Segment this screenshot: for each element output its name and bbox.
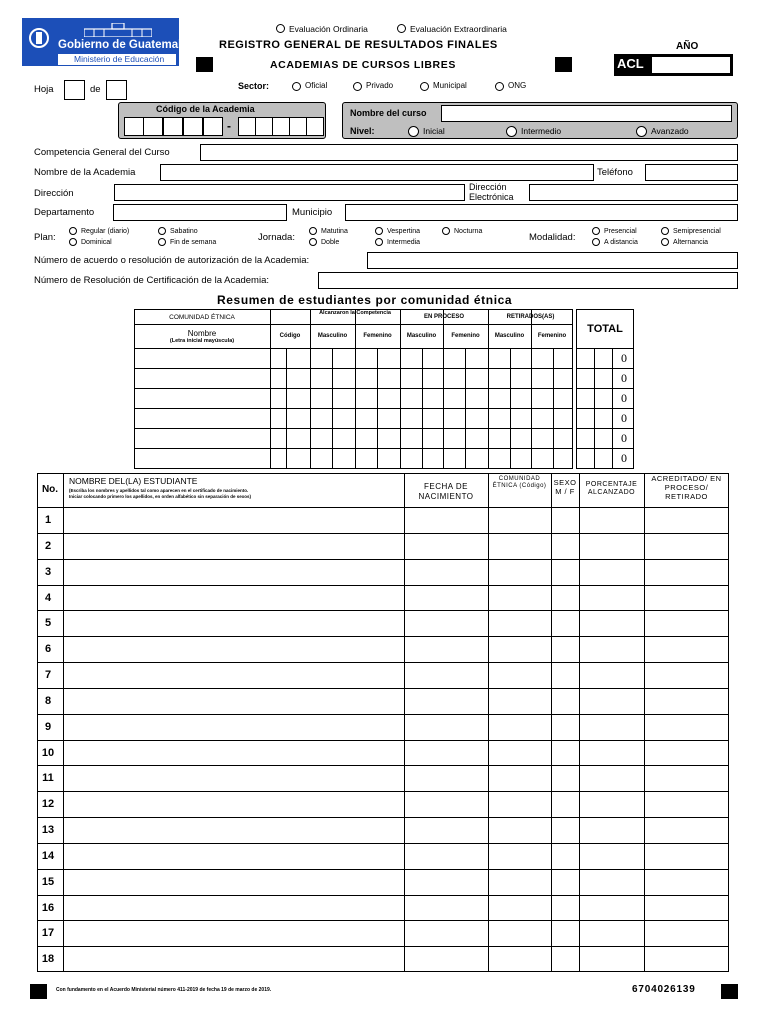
codigo-cell[interactable] bbox=[255, 117, 273, 136]
jornada-nocturna-label: Nocturna bbox=[454, 228, 483, 235]
grid-line bbox=[576, 368, 634, 369]
codigo-cell[interactable] bbox=[203, 117, 223, 136]
row-number: 2 bbox=[44, 539, 52, 552]
competencia-input[interactable] bbox=[200, 144, 738, 161]
grid-line bbox=[404, 473, 405, 972]
plan-regular-radio[interactable] bbox=[69, 227, 77, 235]
hoja-label: Hoja bbox=[34, 84, 54, 95]
footer-code: 6704026139 bbox=[632, 984, 696, 995]
row-number: 16 bbox=[41, 901, 55, 914]
row-number: 17 bbox=[41, 927, 55, 940]
no-header: No. bbox=[41, 484, 59, 495]
modalidad-distancia-radio[interactable] bbox=[592, 238, 600, 246]
jornada-doble-label: Doble bbox=[321, 239, 340, 246]
resolucion-input[interactable] bbox=[318, 272, 738, 289]
curso-label: Nombre del curso bbox=[350, 108, 427, 118]
hoja-input[interactable] bbox=[64, 80, 85, 100]
student-name-cell[interactable] bbox=[64, 560, 403, 585]
eval-extraordinaria-label: Evaluación Extraordinaria bbox=[410, 24, 507, 34]
sector-privado-label: Privado bbox=[366, 81, 394, 90]
row-number: 11 bbox=[42, 772, 54, 785]
row-number: 1 bbox=[44, 514, 52, 526]
modalidad-label: Modalidad: bbox=[529, 232, 576, 243]
jornada-nocturna-radio[interactable] bbox=[442, 227, 450, 235]
total-value: 0 bbox=[621, 351, 627, 365]
departamento-input[interactable] bbox=[113, 204, 287, 221]
logo-subtitle: Ministerio de Educación bbox=[74, 54, 165, 64]
nombre-subheader: (Escriba los nombres y apellidos tal como aparecen en el certificado de nacimiento. bbox=[69, 488, 249, 493]
plan-finsemana-radio[interactable] bbox=[158, 238, 166, 246]
jornada-vespertina-radio[interactable] bbox=[375, 227, 383, 235]
nivel-avanzado-radio[interactable] bbox=[636, 126, 647, 137]
resumen-enproceso-header: EN PROCESO bbox=[423, 314, 464, 320]
sexo-header: SEXO M / F bbox=[553, 478, 577, 496]
plan-label: Plan: bbox=[34, 232, 56, 243]
student-name-cell[interactable] bbox=[64, 870, 403, 895]
codigo-cell[interactable] bbox=[124, 117, 144, 136]
page-subtitle: ACADEMIAS DE CURSOS LIBRES bbox=[270, 59, 456, 71]
acreditado-header: ACREDITADO/ EN PROCESO/ RETIRADO bbox=[651, 474, 722, 501]
row-number: 18 bbox=[41, 953, 55, 966]
row-number: 8 bbox=[44, 694, 52, 707]
municipio-input[interactable] bbox=[345, 204, 738, 221]
sector-oficial-label: Oficial bbox=[305, 81, 328, 90]
direccion-input[interactable] bbox=[114, 184, 465, 201]
ministry-logo bbox=[22, 18, 188, 66]
nombre-header: NOMBRE DEL(LA) ESTUDIANTE bbox=[69, 476, 198, 486]
plan-regular-label: Regular (diario) bbox=[81, 228, 130, 235]
student-name-cell[interactable] bbox=[64, 921, 403, 946]
hoja-total-input[interactable] bbox=[106, 80, 127, 100]
grid-line bbox=[579, 473, 580, 972]
plan-dominical-label: Dominical bbox=[81, 239, 112, 246]
grid-line bbox=[644, 473, 645, 972]
total-value: 0 bbox=[621, 371, 627, 385]
resumen-retirados-header: RETIRADOS(AS) bbox=[506, 314, 555, 320]
jornada-doble-radio[interactable] bbox=[309, 238, 317, 246]
grid-line bbox=[576, 448, 634, 449]
direccion-electronica-label-2: Electrónica bbox=[469, 192, 514, 202]
sector-municipal-label: Municipal bbox=[433, 81, 467, 90]
direccion-label: Dirección bbox=[34, 188, 74, 199]
student-name-cell[interactable] bbox=[64, 947, 403, 972]
nombre-academia-input[interactable] bbox=[160, 164, 594, 181]
student-name-cell[interactable] bbox=[64, 534, 403, 559]
row-number: 14 bbox=[41, 849, 55, 862]
students-table bbox=[37, 473, 729, 972]
row-number: 3 bbox=[44, 565, 52, 578]
modalidad-semipresencial-radio[interactable] bbox=[661, 227, 669, 235]
resumen-masculino-header: Masculino bbox=[406, 333, 437, 339]
sector-privado-radio[interactable] bbox=[353, 82, 362, 91]
modalidad-presencial-radio[interactable] bbox=[592, 227, 600, 235]
student-name-cell[interactable] bbox=[64, 766, 403, 791]
resumen-femenino-header: Femenino bbox=[451, 333, 480, 339]
resolucion-label: Número de Resolución de Certificación de la Academia: bbox=[34, 275, 269, 286]
grid-line bbox=[576, 348, 634, 349]
comunidad-header: COMUNIDAD ÉTNICA (Código) bbox=[492, 476, 547, 490]
grid-line bbox=[134, 324, 573, 325]
nombre-academia-label: Nombre de la Academia bbox=[34, 167, 136, 178]
acuerdo-input[interactable] bbox=[367, 252, 738, 269]
fecha-header: FECHA DE NACIMIENTO bbox=[418, 482, 474, 501]
codigo-dash: - bbox=[227, 119, 231, 133]
porcentaje-header: PORCENTAJE ALCANZADO bbox=[585, 481, 638, 497]
direccion-electronica-label: Dirección bbox=[469, 182, 507, 192]
jornada-matutina-label: Matutina bbox=[321, 228, 348, 235]
codigo-cell[interactable] bbox=[143, 117, 163, 136]
row-number: 4 bbox=[44, 591, 52, 604]
nombre-subheader-2: Iniciar colocando primero los apellidos, en orden alfabético sin separación de sexos) bbox=[69, 494, 252, 499]
resumen-row[interactable] bbox=[135, 429, 269, 448]
nivel-intermedio-radio[interactable] bbox=[506, 126, 517, 137]
student-name-cell[interactable] bbox=[64, 896, 403, 921]
grid-line bbox=[551, 473, 552, 972]
resumen-total-table bbox=[576, 309, 634, 469]
total-value: 0 bbox=[621, 431, 627, 445]
total-header: TOTAL bbox=[587, 323, 623, 335]
nivel-inicial-label: Inicial bbox=[423, 126, 445, 136]
student-name-cell[interactable] bbox=[64, 663, 403, 688]
national-emblem-icon bbox=[28, 25, 50, 51]
resumen-row[interactable] bbox=[135, 349, 269, 368]
competencia-label: Competencia General del Curso bbox=[34, 147, 170, 158]
resumen-title: Resumen de estudiantes por comunidad étnica bbox=[217, 293, 513, 307]
curso-input[interactable] bbox=[441, 105, 732, 122]
resumen-femenino-header: Femenino bbox=[537, 333, 567, 339]
acuerdo-label: Número de acuerdo o resolución de autorización de la Academia: bbox=[34, 255, 310, 266]
plan-finsemana-label: Fin de semana bbox=[170, 239, 217, 246]
jornada-matutina-radio[interactable] bbox=[309, 227, 317, 235]
sector-ong-label: ONG bbox=[508, 81, 527, 90]
eval-ordinaria-label: Evaluación Ordinaria bbox=[289, 24, 368, 34]
student-name-cell[interactable] bbox=[64, 715, 403, 740]
footer-note: Con fundamento en el Acuerdo Ministerial número 411-2019 de fecha 19 de marzo de 2019. bbox=[56, 987, 272, 993]
plan-sabatino-radio[interactable] bbox=[158, 227, 166, 235]
resumen-masculino-header: Masculino bbox=[494, 333, 525, 339]
corner-mark bbox=[721, 984, 738, 999]
modalidad-distancia-label: A distancia bbox=[604, 239, 638, 246]
row-number: 15 bbox=[41, 875, 55, 888]
resumen-alcanzaron-header: Alcanzaron la Competencia bbox=[319, 310, 391, 316]
corner-mark bbox=[196, 57, 213, 72]
student-name-cell[interactable] bbox=[64, 508, 403, 533]
plan-dominical-radio[interactable] bbox=[69, 238, 77, 246]
codigo-academia-cells[interactable] bbox=[124, 117, 322, 136]
resumen-comunidad-header: COMUNIDAD ÉTNICA bbox=[169, 314, 235, 321]
resumen-masculino-header: Masculino bbox=[317, 333, 348, 339]
row-number: 6 bbox=[44, 643, 52, 656]
resumen-femenino-header: Femenino bbox=[363, 333, 392, 339]
telefono-input[interactable] bbox=[645, 164, 738, 181]
resumen-codigo-header: Código bbox=[279, 333, 301, 339]
resumen-row[interactable] bbox=[135, 449, 269, 468]
sector-municipal-radio[interactable] bbox=[420, 82, 429, 91]
nivel-label: Nivel: bbox=[350, 126, 375, 136]
total-value: 0 bbox=[621, 391, 627, 405]
modalidad-semipresencial-label: Semipresencial bbox=[673, 228, 721, 235]
acl-label: ACL bbox=[617, 56, 644, 71]
jornada-intermedia-radio[interactable] bbox=[375, 238, 383, 246]
departamento-label: Departamento bbox=[34, 207, 95, 218]
row-number: 13 bbox=[41, 824, 55, 836]
codigo-cell[interactable] bbox=[289, 117, 307, 136]
plan-sabatino-label: Sabatino bbox=[170, 228, 198, 235]
resumen-row[interactable] bbox=[135, 409, 269, 428]
student-name-cell[interactable] bbox=[64, 586, 403, 611]
resumen-table bbox=[134, 309, 573, 469]
palace-icon bbox=[84, 23, 152, 37]
row-number: 12 bbox=[41, 798, 55, 811]
grid-line bbox=[488, 473, 489, 972]
ano-label: AÑO bbox=[676, 41, 699, 52]
student-name-cell[interactable] bbox=[64, 844, 403, 869]
direccion-electronica-input[interactable] bbox=[529, 184, 738, 201]
student-name-cell[interactable] bbox=[64, 792, 403, 817]
nivel-intermedio-label: Intermedio bbox=[521, 126, 562, 136]
row-number: 5 bbox=[44, 617, 52, 630]
page-title: REGISTRO GENERAL DE RESULTADOS FINALES bbox=[219, 39, 498, 51]
jornada-label: Jornada: bbox=[258, 232, 295, 243]
row-number: 9 bbox=[44, 720, 52, 733]
resumen-nombre-sub: (Letra inicial mayúscula) bbox=[169, 338, 235, 344]
corner-mark bbox=[555, 57, 572, 72]
student-name-cell[interactable] bbox=[64, 741, 403, 766]
hoja-de-label: de bbox=[90, 84, 101, 95]
modalidad-presencial-label: Presencial bbox=[604, 228, 637, 235]
codigo-cell[interactable] bbox=[238, 117, 256, 136]
logo-title: Gobierno de Guatemala bbox=[58, 39, 188, 51]
grid-line bbox=[576, 408, 634, 409]
nivel-avanzado-label: Avanzado bbox=[651, 126, 689, 136]
sector-oficial-radio[interactable] bbox=[292, 82, 301, 91]
grid-line bbox=[576, 388, 634, 389]
codigo-cell[interactable] bbox=[183, 117, 203, 136]
modalidad-alternancia-label: Alternancia bbox=[673, 239, 709, 246]
resumen-row[interactable] bbox=[135, 389, 269, 408]
sector-label: Sector: bbox=[238, 81, 270, 91]
codigo-cell[interactable] bbox=[272, 117, 290, 136]
jornada-intermedia-label: Intermedia bbox=[387, 239, 421, 246]
grid-line bbox=[576, 428, 634, 429]
resumen-nombre-header: Nombre bbox=[187, 329, 217, 338]
codigo-cell[interactable] bbox=[163, 117, 183, 136]
eval-ordinaria-radio[interactable] bbox=[276, 24, 285, 33]
codigo-cell[interactable] bbox=[306, 117, 324, 136]
total-value: 0 bbox=[621, 411, 627, 425]
modalidad-alternancia-radio[interactable] bbox=[661, 238, 669, 246]
corner-mark bbox=[30, 984, 47, 999]
acl-input[interactable] bbox=[652, 57, 730, 73]
student-name-cell[interactable] bbox=[64, 689, 403, 714]
student-name-cell[interactable] bbox=[64, 611, 403, 636]
codigo-academia-label: Código de la Academia bbox=[156, 104, 255, 114]
resumen-row[interactable] bbox=[135, 369, 269, 388]
eval-extraordinaria-radio[interactable] bbox=[397, 24, 406, 33]
sector-ong-radio[interactable] bbox=[495, 82, 504, 91]
nivel-inicial-radio[interactable] bbox=[408, 126, 419, 137]
municipio-label: Municipio bbox=[292, 207, 333, 218]
total-value: 0 bbox=[621, 451, 627, 465]
telefono-label: Teléfono bbox=[597, 167, 633, 178]
student-name-cell[interactable] bbox=[64, 637, 403, 662]
row-number: 7 bbox=[44, 669, 52, 681]
jornada-vespertina-label: Vespertina bbox=[387, 228, 421, 235]
row-number: 10 bbox=[41, 746, 55, 759]
student-name-cell[interactable] bbox=[64, 818, 403, 843]
